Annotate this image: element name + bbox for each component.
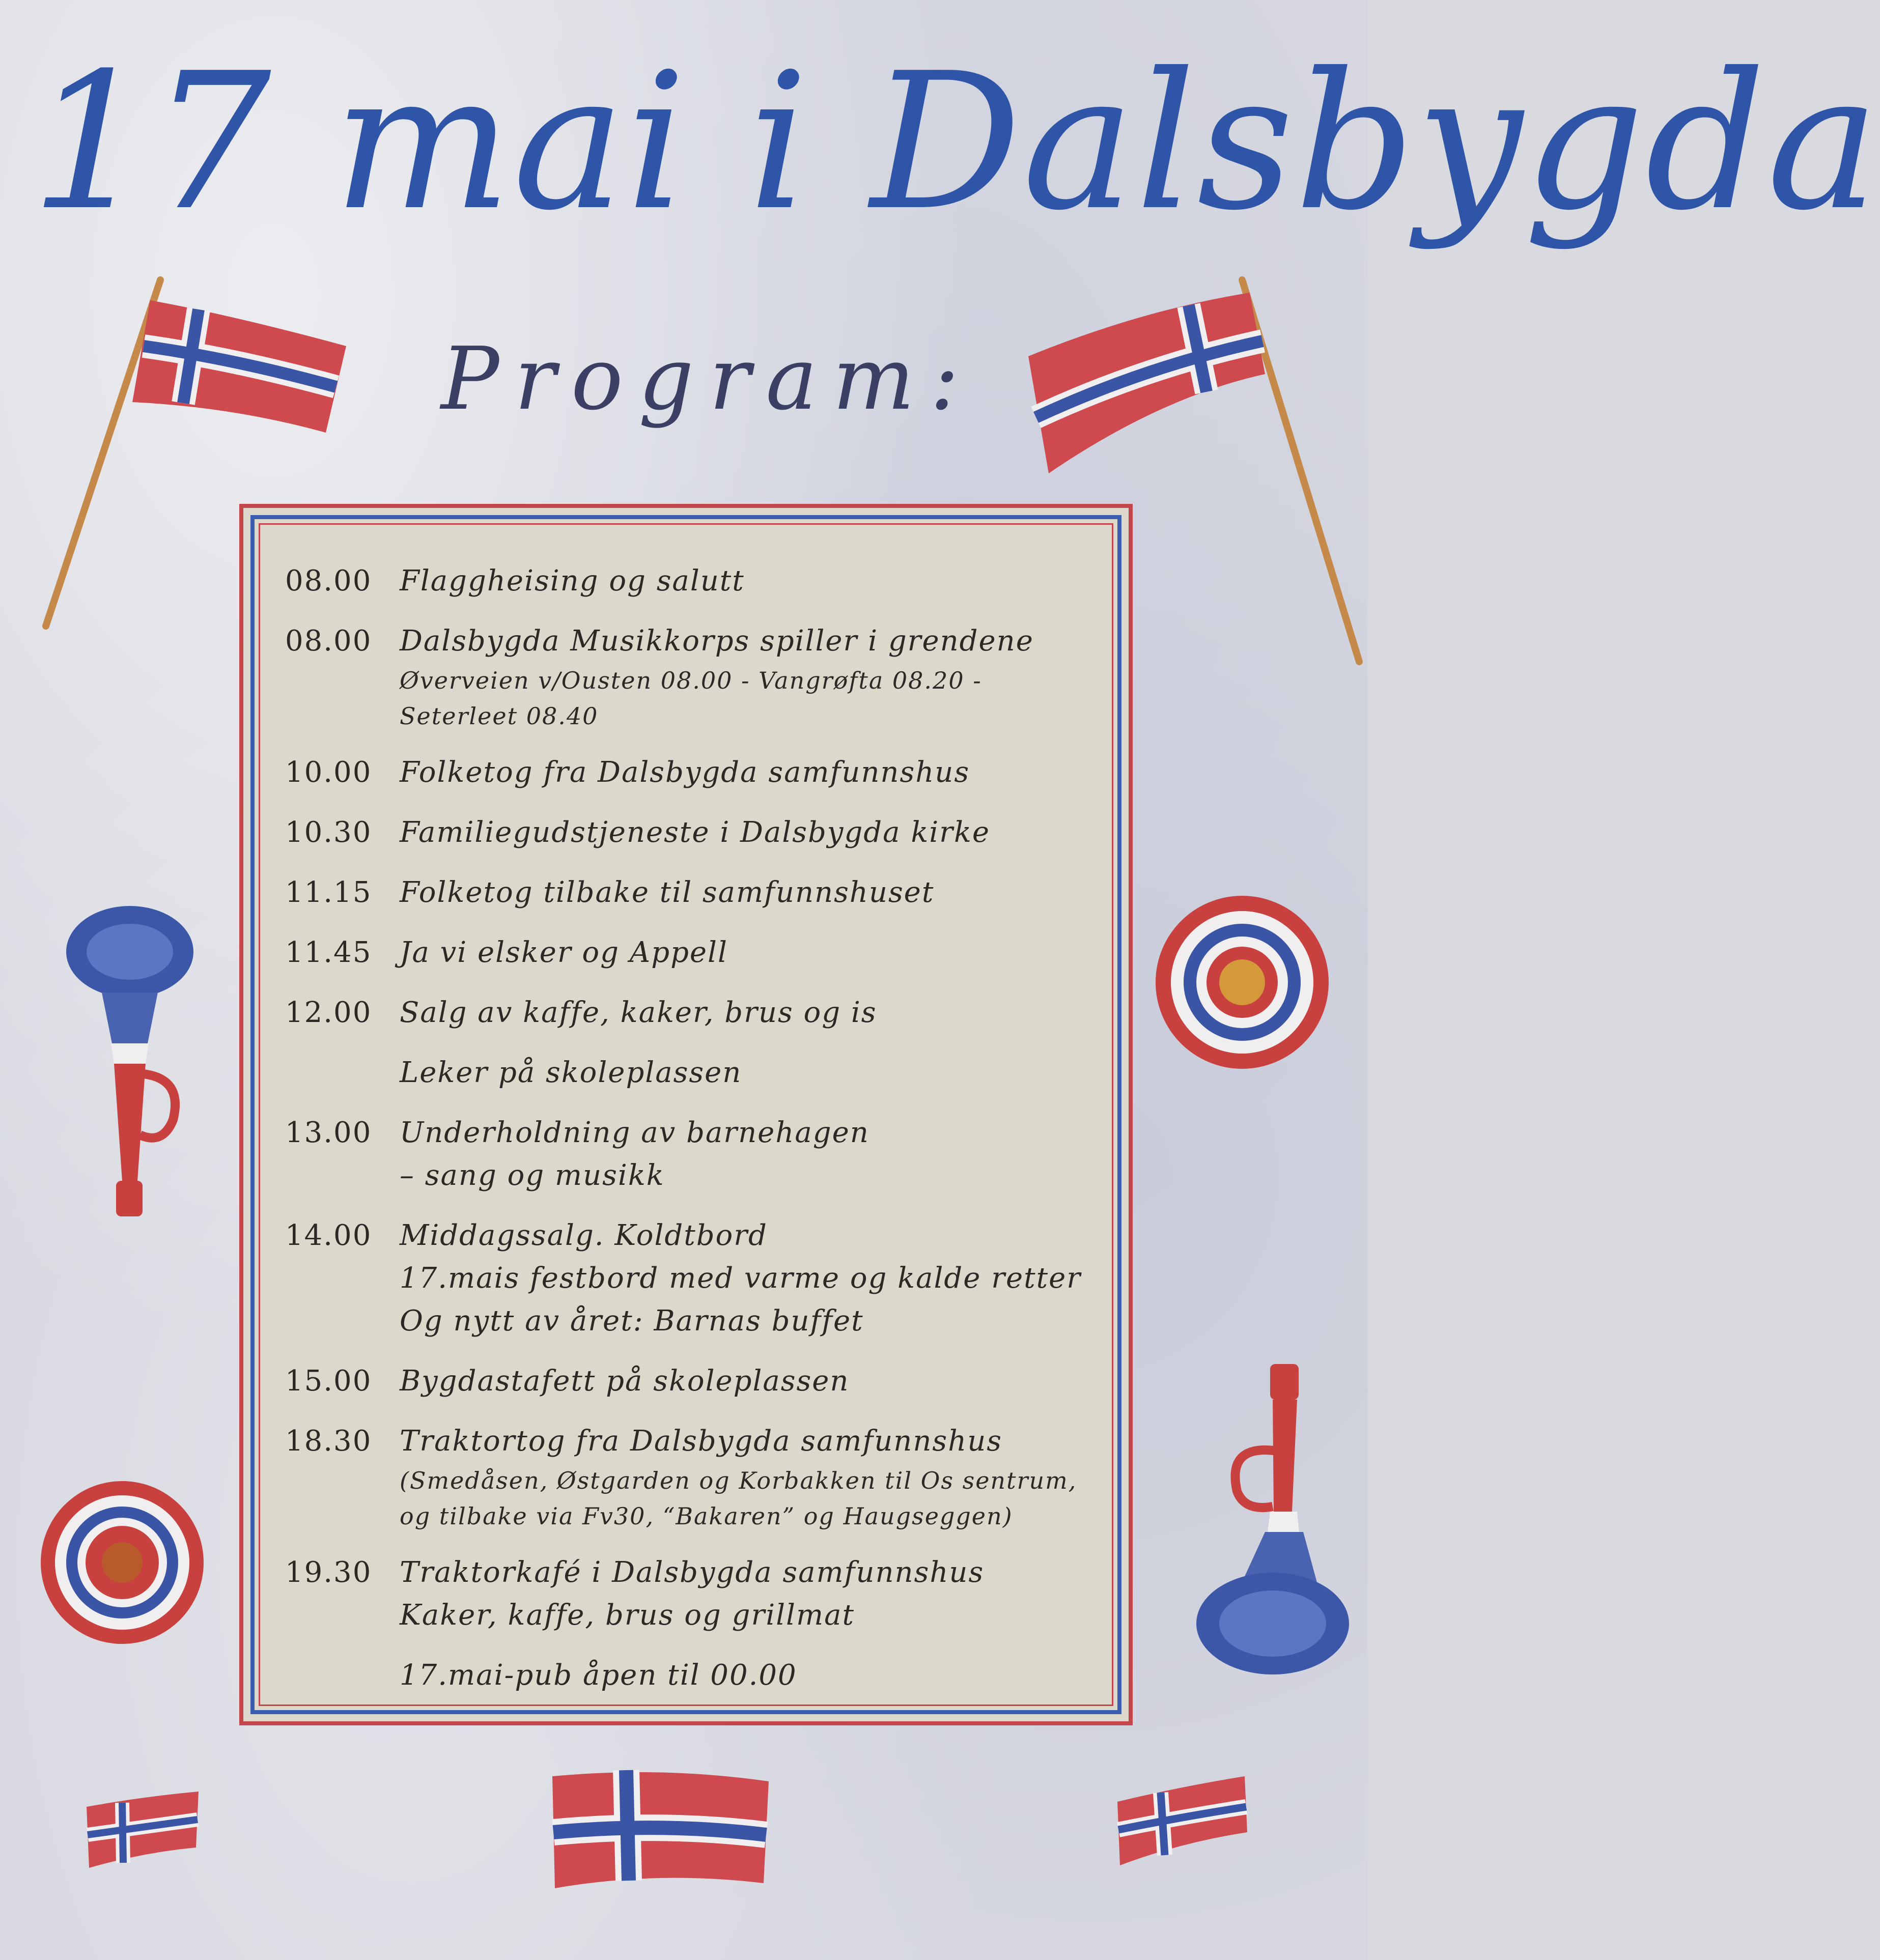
schedule-entry [285, 991, 1120, 1034]
schedule-description [400, 751, 1120, 794]
schedule-time: 11.15 [285, 876, 372, 909]
norwegian-flag-icon [132, 300, 346, 433]
schedule-time: 10.30 [285, 816, 372, 849]
schedule-description [400, 1420, 1120, 1534]
schedule-line: – sang og musikk [400, 1159, 665, 1192]
schedule-line: Middagssalg. Koldtbord [400, 1219, 768, 1252]
schedule-line: Dalsbygda Musikkorps spiller i grendene [400, 624, 1034, 658]
schedule-time: 15.00 [285, 1365, 372, 1398]
schedule-entry [285, 1551, 1120, 1637]
schedule-line: Øverveien v/Ousten 08.00 - Vangrøfta 08.20 - [400, 667, 982, 694]
schedule-description [400, 1360, 1120, 1403]
schedule-time: 11.45 [285, 936, 372, 969]
schedule-entry [285, 871, 1120, 914]
flag-bottom-center-icon [545, 1761, 774, 1898]
schedule-line: Underholdning av barnehagen [400, 1116, 869, 1149]
schedule-description [400, 871, 1120, 914]
schedule-description [400, 620, 1120, 734]
schedule-line: 17.mai-pub åpen til 00.00 [400, 1659, 797, 1692]
schedule-description [400, 1112, 1120, 1197]
schedule-line: Ja vi elsker og Appell [400, 936, 728, 969]
schedule-entry [285, 560, 1120, 603]
program-schedule [285, 560, 1120, 1714]
poster-title: 17 mai i Dalsbygda [31, 33, 1880, 252]
schedule-time: 13.00 [285, 1116, 372, 1149]
schedule-line: Familiegudstjeneste i Dalsbygda kirke [400, 816, 991, 849]
flag-bottom-left-icon [81, 1786, 204, 1878]
schedule-line: (Smedåsen, Østgarden og Korbakken til Os sentrum, [400, 1467, 1077, 1494]
schedule-entry [285, 1360, 1120, 1403]
schedule-line: Flaggheising og salutt [400, 564, 745, 598]
schedule-entry [285, 931, 1120, 974]
schedule-description [400, 991, 1120, 1034]
schedule-entry [285, 1654, 1120, 1697]
schedule-line: Traktorkafé i Dalsbygda samfunnshus [400, 1556, 985, 1589]
flag-bottom-right-icon [1110, 1771, 1252, 1873]
schedule-time: 08.00 [285, 624, 372, 658]
schedule-line: Folketog tilbake til samfunnshuset [400, 876, 935, 909]
schedule-entry [285, 1052, 1120, 1094]
rosette-left-icon [31, 1471, 214, 1654]
schedule-line: Folketog fra Dalsbygda samfunnshus [400, 756, 970, 789]
schedule-line: Traktortog fra Dalsbygda samfunnshus [400, 1425, 1003, 1458]
schedule-line: Kaker, kaffe, brus og grillmat [400, 1599, 855, 1632]
horn-right-icon [1161, 1359, 1349, 1685]
norwegian-flag-icon [1028, 293, 1265, 473]
schedule-entry [285, 1214, 1120, 1343]
schedule-time: 19.30 [285, 1556, 372, 1589]
rosette-right-icon [1140, 886, 1344, 1079]
schedule-description [400, 1052, 1120, 1094]
schedule-description [400, 811, 1120, 854]
program-heading: Program: [441, 329, 974, 430]
schedule-line: og tilbake via Fv30, “Bakaren” og Haugseggen) [400, 1502, 1013, 1530]
schedule-entry [285, 751, 1120, 794]
schedule-time: 10.00 [285, 756, 372, 789]
schedule-line: Og nytt av året: Barnas buffet [400, 1304, 864, 1338]
schedule-entry [285, 620, 1120, 734]
schedule-entry [285, 811, 1120, 854]
schedule-description [400, 560, 1120, 603]
schedule-time: 14.00 [285, 1219, 372, 1252]
schedule-line: Bygdastafett på skoleplassen [400, 1365, 850, 1398]
schedule-entry [285, 1112, 1120, 1197]
schedule-description [400, 1551, 1120, 1637]
schedule-line: Salg av kaffe, kaker, brus og is [400, 996, 877, 1029]
schedule-description [400, 1214, 1120, 1343]
horn-left-icon [46, 896, 214, 1227]
schedule-line: Leker på skoleplassen [400, 1056, 742, 1089]
schedule-entry [285, 1420, 1120, 1534]
schedule-line: Seterleet 08.40 [400, 702, 599, 730]
schedule-time: 18.30 [285, 1425, 372, 1458]
schedule-time: 12.00 [285, 996, 372, 1029]
schedule-time: 08.00 [285, 564, 372, 598]
schedule-description [400, 931, 1120, 974]
schedule-line: 17.mais festbord med varme og kalde retter [400, 1262, 1082, 1295]
schedule-description [400, 1654, 1120, 1697]
